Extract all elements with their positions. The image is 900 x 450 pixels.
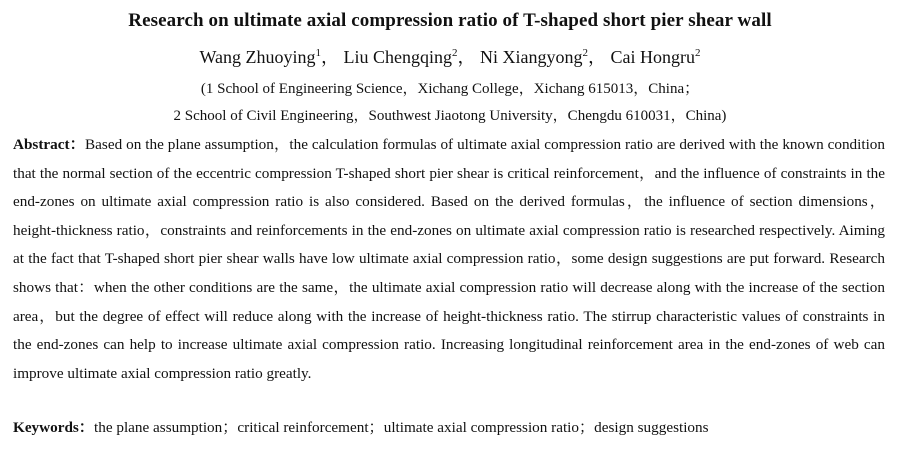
paper-title: Research on ultimate axial compression ratio of T-shaped short pier shear wall: [128, 10, 772, 31]
abstract-paragraph: [13, 131, 885, 388]
author-affiliation-mark: 2: [452, 47, 458, 59]
keywords-label: Keywords：: [13, 419, 94, 436]
author-separator: ，: [321, 47, 340, 67]
author-name: Ni Xiangyong: [480, 47, 583, 67]
keywords-line: [13, 416, 885, 437]
affiliation-line-1: (1 School of Engineering Science，Xichang College，Xichang 615013，China；: [200, 81, 700, 97]
author-affiliation-mark: 1: [315, 47, 322, 59]
abstract-text: Based on the plane assumption，the calculation formulas of ultimate axial compression ratio are derived with the known condition that the normal section of the eccentric compression T-shaped short pier shear is critical reinforcement，and the influence of constraints in the end-zones on ultimate axial compression ratio is also considered. Based on the derived formulas，the influence of section dimensions，height-thickness ratio，constraints and reinforcements in the end-zones on ultimate axial compression ratio is researched respectively. Aiming at the fact that T-shaped short pier shear walls have low ultimate axial compression ratio，some design suggestions are put forward. Research shows that：when the other conditions are the same，the ultimate axial compression ratio will decrease along with the increase of the section area，but the degree of effect will reduce along with the increase of height-thickness ratio. The stirrup characteristic values of constraints in the end-zones can help to increase ultimate axial compression ratio. Increasing longitudinal reinforcement area in the end-zones of web can improve ultimate axial compression ratio greatly.: [13, 136, 885, 382]
abstract-label: Abstract：: [13, 136, 86, 153]
keywords-text: the plane assumption；critical reinforcement；ultimate axial compression ratio；design suggestions: [94, 419, 709, 436]
author-name: Cai Hongru: [610, 47, 696, 67]
author-name: Wang Zhuoying: [199, 47, 316, 67]
affiliation-line-2: 2 School of Civil Engineering，Southwest Jiaotong University，Chengdu 610031，China): [173, 108, 727, 124]
author-separator: ，: [588, 47, 607, 67]
author-separator: ，: [457, 47, 476, 67]
author-name: Liu Chengqing: [343, 47, 453, 67]
author-affiliation-mark: 2: [582, 47, 589, 59]
author-list: [0, 43, 900, 69]
author-affiliation-mark: 2: [695, 47, 701, 59]
